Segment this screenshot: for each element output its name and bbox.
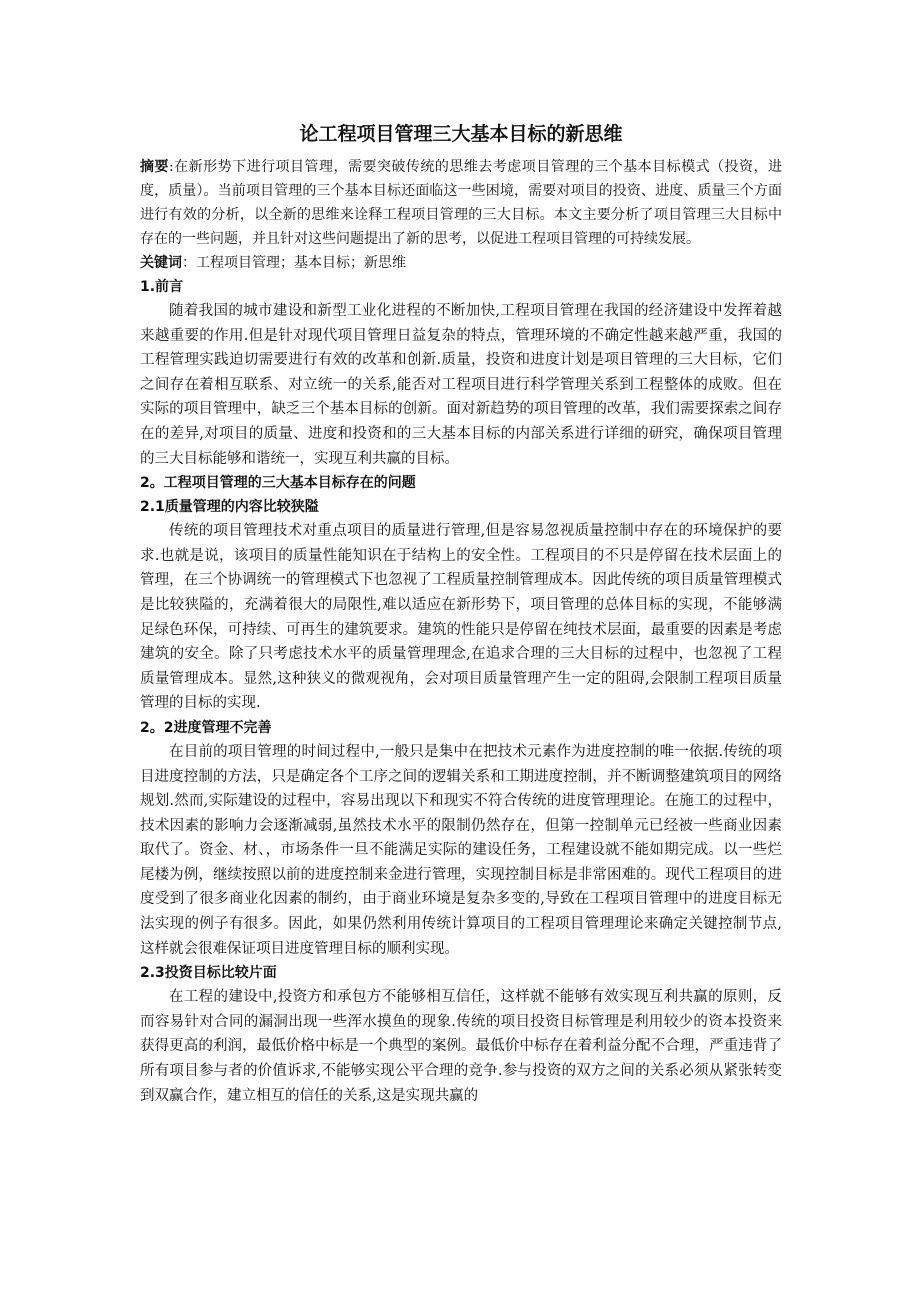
section-heading-2-2: 2。2进度管理不完善 (140, 719, 272, 736)
document-body (140, 120, 782, 1108)
section-heading-2: 2。工程项目管理的三大基本目标存在的问题 (140, 475, 416, 492)
keywords-text: ：工程项目管理；基本目标；新思维 (182, 255, 406, 271)
abstract (140, 155, 782, 251)
keywords (140, 251, 782, 275)
abstract-text: :在新形势下进行项目管理，需要突破传统的思维去考虑项目管理的三个基本目标模式（投资，进度，质量）。当前项目管理的三个基本目标还面临这一些困境，需要对项目的投资、进度、质量三个方面进行有效的分析，以全新的思维来诠释工程项目管理的三大目标。本文主要分析了项目管理三大目标中存在的一些问题，并且针对这些问题提出了新的思考，以促进工程项目管理的可持续发展。 (140, 159, 782, 247)
abstract-label: 摘要 (140, 159, 169, 175)
paragraph-2-1: 传统的项目管理技术对重点项目的质量进行管理,但是容易忽视质量控制中存在的环境保护的要求.也就是说，该项目的质量性能知识在于结构上的安全性。工程项目的不只是停留在技术层面上的管理，在三个协调统一的管理模式下也忽视了工程质量控制管理成本。因此传统的项目质量管理模式是比较狭隘的，充满着很大的局限性,难以适应在新形势下，项目管理的总体目标的实现，不能够满足绿色环保，可持续、可再生的建筑要求。建筑的性能只是停留在纯技术层面，最重要的因素是考虑建筑的安全。除了只考虑技术水平的质量管理理念,在追求合理的三大目标的过程中，也忽视了工程质量管理成本。显然,这种狭义的微观视角，会对项目质量管理产生一定的阻碍,会限制工程项目质量管理的目标的实现. (140, 523, 782, 712)
keywords-label: 关键词 (140, 255, 182, 271)
section-heading-intro: 1.前言 (140, 279, 184, 295)
paragraph-intro: 随着我国的城市建设和新型工业化进程的不断加快,工程项目管理在我国的经济建设中发挥着越来越重要的作用.但是针对现代项目管理日益复杂的特点，管理环境的不确定性越来越严重，我国的工程管理实践迫切需要进行有效的改革和创新.质量，投资和进度计划是项目管理的三大目标，它们之间存在着相互联系、对立统一的关系,能否对工程项目进行科学管理关系到工程整体的成败。但在实际的项目管理中，缺乏三个基本目标的创新。面对新趋势的项目管理的改革，我们需要探索之间存在的差异,对项目的质量、进度和投资和的三大基本目标的内部关系进行详细的研究，确保项目管理的三大目标能够和谐统一，实现互利共赢的目标。 (140, 303, 782, 467)
section-heading-2-1: 2.1质量管理的内容比较狭隘 (140, 499, 319, 516)
section-heading-2-3: 2.3投资目标比较片面 (140, 965, 277, 982)
page-title: 论工程项目管理三大基本目标的新思维 (299, 123, 623, 145)
paragraph-2-3: 在工程的建设中,投资方和承包方不能够相互信任，这样就不能够有效实现互利共赢的原则，反而容易针对合同的漏洞出现一些浑水摸鱼的现象.传统的项目投资目标管理是利用较少的资本投资来获得更高的利润，最低价格中标是一个典型的案例。最低价中标存在着利益分配不合理，严重违背了所有项目参与者的价值诉求,不能够实现公平合理的竞争.参与投资的双方之间的关系必须从紧张转变到双赢合作，建立相互的信任的关系,这是实现共赢的 (140, 989, 782, 1104)
paragraph-2-2: 在目前的项目管理的时间过程中,一般只是集中在把技术元素作为进度控制的唯一依据.传统的项目进度控制的方法，只是确定各个工序之间的逻辑关系和工期进度控制，并不断调整建筑项目的网络规划.然而,实际建设的过程中，容易出现以下和现实不符合传统的进度管理理论。在施工的过程中，技术因素的影响力会逐渐减弱,虽然技术水平的限制仍然存在，但第一控制单元已经被一些商业因素取代了。资金、材、，市场条件一旦不能满足实际的建设任务，工程建设就不能如期完成。以一些烂尾楼为例，继续按照以前的进度控制来金进行管理，实现控制目标是非常困难的。现代工程项目的进度受到了很多商业化因素的制约，由于商业环境是复杂多变的,导致在工程项目管理中的进度目标无法实现的例子有很多。因此，如果仍然利用传统计算项目的工程项目管理理论来确定关键控制节点,这样就会很难保证项目进度管理目标的顺利实现。 (140, 743, 782, 957)
